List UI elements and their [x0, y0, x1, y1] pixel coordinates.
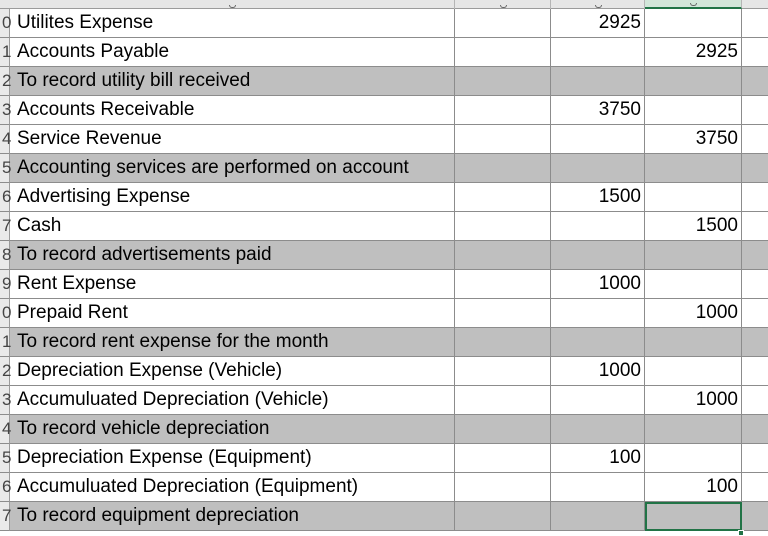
- account-cell[interactable]: To record utility bill received: [10, 67, 455, 96]
- debit-cell[interactable]: [551, 212, 645, 241]
- debit-cell[interactable]: [551, 125, 645, 154]
- empty-cell[interactable]: [455, 444, 551, 473]
- empty-cell[interactable]: [455, 212, 551, 241]
- fill-handle[interactable]: [738, 530, 744, 536]
- row-number[interactable]: [0, 386, 10, 415]
- debit-cell[interactable]: [551, 299, 645, 328]
- empty-cell[interactable]: [742, 183, 768, 212]
- debit-cell[interactable]: [551, 415, 645, 444]
- debit-cell[interactable]: [551, 154, 645, 183]
- credit-cell[interactable]: [645, 328, 742, 357]
- row-number[interactable]: [0, 444, 10, 473]
- debit-cell[interactable]: [551, 502, 645, 531]
- empty-cell[interactable]: [455, 183, 551, 212]
- empty-cell[interactable]: [742, 357, 768, 386]
- column-header-d[interactable]: [455, 0, 551, 9]
- journal-row: [0, 96, 768, 125]
- journal-row: [0, 357, 768, 386]
- row-number-label: 2: [2, 71, 12, 90]
- row-number[interactable]: [0, 299, 10, 328]
- empty-cell[interactable]: [742, 299, 768, 328]
- credit-cell[interactable]: 1000: [645, 299, 742, 328]
- debit-cell[interactable]: [551, 38, 645, 67]
- row-number-label: 3: [2, 100, 12, 119]
- row-number[interactable]: [0, 125, 10, 154]
- empty-cell[interactable]: [742, 212, 768, 241]
- debit-cell[interactable]: 100: [551, 444, 645, 473]
- empty-cell[interactable]: [742, 96, 768, 125]
- account-cell[interactable]: To record advertisements paid: [10, 241, 455, 270]
- credit-cell[interactable]: [645, 96, 742, 125]
- empty-cell[interactable]: [742, 502, 768, 531]
- empty-cell[interactable]: [742, 444, 768, 473]
- empty-cell[interactable]: [455, 328, 551, 357]
- credit-cell[interactable]: 100: [645, 473, 742, 502]
- account-cell[interactable]: Rent Expense: [10, 270, 455, 299]
- column-header-bar: [0, 0, 768, 9]
- empty-cell[interactable]: [742, 386, 768, 415]
- row-number-label: 4: [2, 129, 12, 148]
- row-number-label: 9: [2, 274, 12, 293]
- empty-cell[interactable]: [742, 270, 768, 299]
- empty-cell[interactable]: [742, 473, 768, 502]
- journal-row: [0, 212, 768, 241]
- empty-cell[interactable]: [455, 270, 551, 299]
- credit-cell[interactable]: [645, 444, 742, 473]
- journal-row: [0, 473, 768, 502]
- empty-cell[interactable]: [455, 386, 551, 415]
- row-number[interactable]: [0, 473, 10, 502]
- row-number-label: 7: [2, 216, 12, 235]
- memo-row: [0, 502, 768, 531]
- account-cell[interactable]: Accounts Payable: [10, 38, 455, 67]
- account-cell[interactable]: Accumuluated Depreciation (Vehicle): [10, 386, 455, 415]
- credit-cell[interactable]: [645, 270, 742, 299]
- credit-cell[interactable]: 2925: [645, 38, 742, 67]
- empty-cell[interactable]: [742, 154, 768, 183]
- row-number[interactable]: [0, 154, 10, 183]
- column-letter-e: [595, 5, 602, 8]
- empty-cell[interactable]: [455, 38, 551, 67]
- debit-cell[interactable]: [551, 473, 645, 502]
- journal-row: [0, 386, 768, 415]
- empty-cell[interactable]: [455, 67, 551, 96]
- row-number[interactable]: [0, 183, 10, 212]
- debit-cell[interactable]: 1500: [551, 183, 645, 212]
- column-header-f[interactable]: [645, 0, 742, 9]
- column-header-c[interactable]: [10, 0, 455, 9]
- row-number[interactable]: [0, 328, 10, 357]
- column-header-e[interactable]: [551, 0, 645, 9]
- row-number[interactable]: [0, 357, 10, 386]
- account-cell[interactable]: Utilites Expense: [10, 9, 455, 38]
- credit-cell[interactable]: [645, 241, 742, 270]
- empty-cell[interactable]: [455, 473, 551, 502]
- credit-cell[interactable]: 1000: [645, 386, 742, 415]
- row-number[interactable]: [0, 38, 10, 67]
- credit-cell[interactable]: [645, 67, 742, 96]
- active-cell[interactable]: [645, 502, 742, 531]
- row-number-label: 3: [2, 390, 12, 409]
- debit-cell[interactable]: [551, 386, 645, 415]
- credit-cell[interactable]: [645, 357, 742, 386]
- row-number-label: 2: [2, 361, 12, 380]
- empty-cell[interactable]: [742, 9, 768, 38]
- credit-cell[interactable]: [645, 183, 742, 212]
- row-number-label: 0: [2, 13, 12, 32]
- empty-cell[interactable]: [455, 9, 551, 38]
- empty-cell[interactable]: [455, 241, 551, 270]
- row-number-label: 5: [2, 158, 12, 177]
- account-cell[interactable]: Depreciation Expense (Equipment): [10, 444, 455, 473]
- empty-cell[interactable]: [742, 415, 768, 444]
- journal-row: [0, 38, 768, 67]
- memo-row: [0, 328, 768, 357]
- empty-cell[interactable]: [742, 241, 768, 270]
- column-letter-d: [500, 5, 507, 8]
- debit-cell[interactable]: 1000: [551, 270, 645, 299]
- empty-cell[interactable]: [455, 415, 551, 444]
- row-number-label: 1: [2, 332, 12, 351]
- memo-row: [0, 67, 768, 96]
- account-cell[interactable]: To record vehicle depreciation: [10, 415, 455, 444]
- empty-cell[interactable]: [455, 502, 551, 531]
- debit-cell[interactable]: 3750: [551, 96, 645, 125]
- debit-cell[interactable]: [551, 67, 645, 96]
- account-cell[interactable]: Accounts Receivable: [10, 96, 455, 125]
- row-number[interactable]: [0, 502, 10, 531]
- row-number-label: 4: [2, 419, 12, 438]
- journal-row: [0, 444, 768, 473]
- credit-cell[interactable]: [645, 415, 742, 444]
- account-cell[interactable]: Service Revenue: [10, 125, 455, 154]
- empty-cell[interactable]: [455, 96, 551, 125]
- memo-row: [0, 241, 768, 270]
- row-number[interactable]: [0, 9, 10, 38]
- column-letter-f: [690, 3, 697, 6]
- row-number-label: 7: [2, 506, 12, 525]
- account-cell[interactable]: Cash: [10, 212, 455, 241]
- empty-cell[interactable]: [742, 125, 768, 154]
- credit-cell[interactable]: 1500: [645, 212, 742, 241]
- account-cell[interactable]: Accounting services are performed on account: [10, 154, 455, 183]
- debit-cell[interactable]: 2925: [551, 9, 645, 38]
- account-cell[interactable]: To record equipment depreciation: [10, 502, 455, 531]
- journal-row: [0, 9, 768, 38]
- row-number[interactable]: [0, 241, 10, 270]
- credit-cell[interactable]: [645, 154, 742, 183]
- empty-cell[interactable]: [455, 357, 551, 386]
- row-number[interactable]: [0, 415, 10, 444]
- row-number[interactable]: [0, 67, 10, 96]
- row-number-label: 6: [2, 187, 12, 206]
- account-cell[interactable]: Accumuluated Depreciation (Equipment): [10, 473, 455, 502]
- row-number[interactable]: [0, 270, 10, 299]
- empty-cell[interactable]: [742, 38, 768, 67]
- row-number-label: 8: [2, 245, 12, 264]
- account-cell[interactable]: Depreciation Expense (Vehicle): [10, 357, 455, 386]
- journal-row: [0, 125, 768, 154]
- debit-cell[interactable]: 1000: [551, 357, 645, 386]
- row-number-label: 0: [2, 303, 12, 322]
- account-cell[interactable]: Advertising Expense: [10, 183, 455, 212]
- empty-cell[interactable]: [455, 299, 551, 328]
- row-number[interactable]: [0, 96, 10, 125]
- debit-cell[interactable]: [551, 241, 645, 270]
- credit-cell[interactable]: [645, 9, 742, 38]
- empty-cell[interactable]: [742, 328, 768, 357]
- row-number-label: 1: [2, 42, 12, 61]
- row-number-label: 5: [2, 448, 12, 467]
- memo-row: [0, 154, 768, 183]
- row-number[interactable]: [0, 212, 10, 241]
- memo-row: [0, 415, 768, 444]
- row-number-label: 6: [2, 477, 12, 496]
- journal-row: [0, 183, 768, 212]
- credit-cell[interactable]: 3750: [645, 125, 742, 154]
- journal-row: [0, 299, 768, 328]
- account-cell[interactable]: Prepaid Rent: [10, 299, 455, 328]
- empty-cell[interactable]: [455, 154, 551, 183]
- empty-cell[interactable]: [742, 67, 768, 96]
- empty-cell[interactable]: [455, 125, 551, 154]
- debit-cell[interactable]: [551, 328, 645, 357]
- account-cell[interactable]: To record rent expense for the month: [10, 328, 455, 357]
- column-letter-c: [229, 5, 236, 8]
- journal-row: [0, 270, 768, 299]
